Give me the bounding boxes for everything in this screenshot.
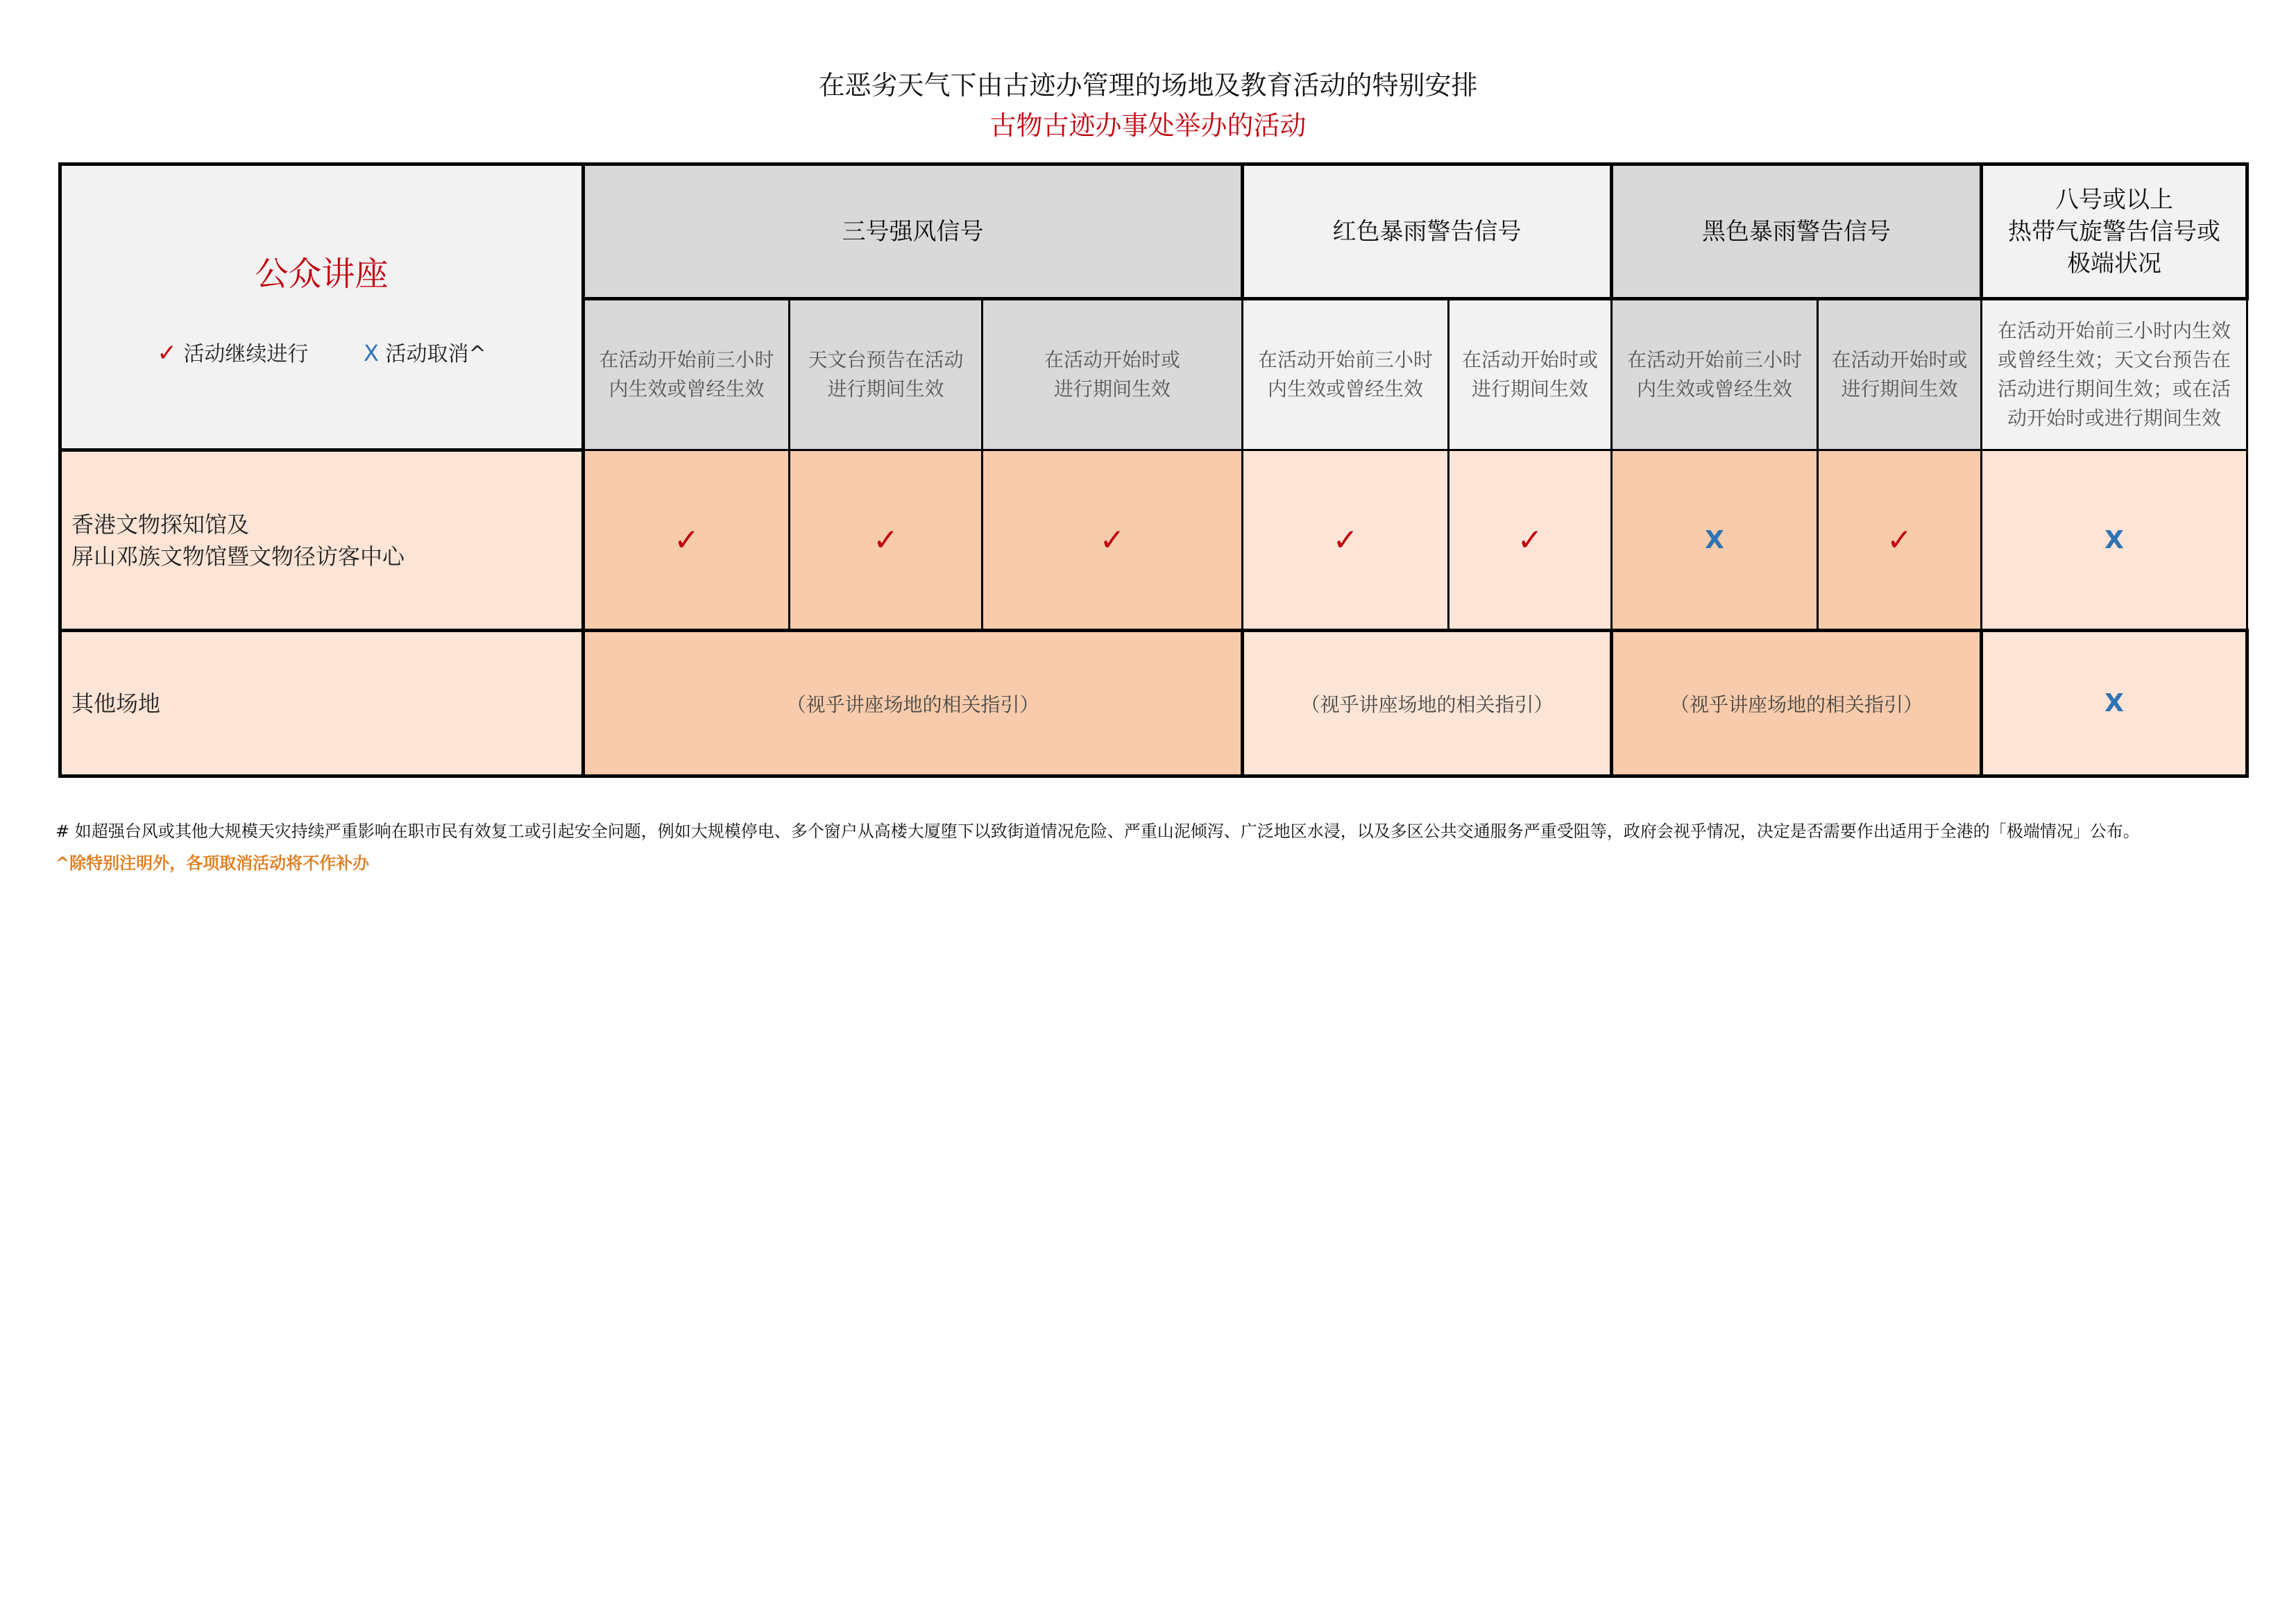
subheader-line: 在活动开始前三小时 xyxy=(1627,348,1803,371)
legend-continue-label: 活动继续进行 xyxy=(183,342,309,366)
check-icon: ✓ xyxy=(1449,450,1612,631)
subheader-line: 进行期间生效 xyxy=(1054,377,1171,400)
subheader-line: 在活动开始前三小时 xyxy=(1258,348,1434,371)
cross-icon: X xyxy=(1982,450,2247,631)
subheader-line: 活动进行期间生效；或在活 xyxy=(1998,377,2231,400)
check-icon: ✓ xyxy=(1818,450,1982,631)
table-row xyxy=(60,631,2247,776)
header-signal3: 三号强风信号 xyxy=(584,164,1243,299)
check-icon: ✓ xyxy=(1243,450,1449,631)
subheader-s3-forecast xyxy=(790,299,983,450)
row-label-line: 屏山邓族文物馆暨文物径访客中心 xyxy=(71,543,405,570)
subheader-line: 进行期间生效 xyxy=(1472,377,1589,400)
legend xyxy=(62,337,581,367)
check-icon: ✓ xyxy=(584,450,790,631)
header-black-rain: 黑色暴雨警告信号 xyxy=(1612,164,1982,299)
subheader-black-during xyxy=(1818,299,1982,450)
subheader-line: 在活动开始时或 xyxy=(1044,348,1181,371)
subheader-red-before xyxy=(1243,299,1449,450)
check-icon: ✓ xyxy=(790,450,983,631)
header-red-rain: 红色暴雨警告信号 xyxy=(1243,164,1612,299)
subheader-s3-during xyxy=(983,299,1243,450)
subheader-black-before xyxy=(1612,299,1818,450)
subheader-line: 进行期间生效 xyxy=(1841,377,1958,400)
cross-icon: X xyxy=(363,340,379,366)
header-signal8-line3: 极端状况 xyxy=(2067,249,2162,278)
row-label-line: 香港文物探知馆及 xyxy=(71,511,250,538)
header-signal8-line1: 八号或以上 xyxy=(2055,185,2174,214)
cross-icon: X xyxy=(1612,450,1818,631)
check-icon: ✓ xyxy=(983,450,1243,631)
page-title: 在恶劣天气下由古迹办管理的场地及教育活动的特别安排 xyxy=(818,70,1478,101)
subheader-line: 在活动开始时或 xyxy=(1462,348,1599,371)
subheader-line: 内生效或曾经生效 xyxy=(1268,377,1424,400)
subheader-line: 内生效或曾经生效 xyxy=(1637,377,1793,400)
subheader-line: 动开始时或进行期间生效 xyxy=(2007,407,2222,430)
subheader-line: 在活动开始前三小时内生效 xyxy=(1998,319,2231,342)
subheader-line: 进行期间生效 xyxy=(827,377,944,400)
check-icon: ✓ xyxy=(157,339,177,367)
venue-guideline-note: （视乎讲座场地的相关指引） xyxy=(1612,631,1982,776)
subheader-s8 xyxy=(1982,299,2247,450)
venue-guideline-note: （视乎讲座场地的相关指引） xyxy=(1243,631,1612,776)
header-signal8-line2: 热带气旋警告信号或 xyxy=(2008,217,2221,246)
subheader-s3-before xyxy=(584,299,790,450)
subheader-line: 或曾经生效；天文台预告在 xyxy=(1998,348,2231,371)
row-label-heritage-centres xyxy=(60,450,584,631)
table-row xyxy=(60,450,2247,631)
subheader-line: 在活动开始时或 xyxy=(1831,348,1968,371)
row-label-other-venues: 其他场地 xyxy=(60,631,584,776)
subheader-line: 天文台预告在活动 xyxy=(808,348,964,371)
subheader-red-during xyxy=(1449,299,1612,450)
subheader-line: 内生效或曾经生效 xyxy=(609,377,765,400)
header-signal8 xyxy=(1982,164,2247,299)
arrangement-table xyxy=(58,162,2249,778)
venue-guideline-note: （视乎讲座场地的相关指引） xyxy=(584,631,1243,776)
subheader-line: 在活动开始前三小时 xyxy=(599,348,774,371)
footnote-no-makeup: ^除特别注明外，各项取消活动将不作补办 xyxy=(56,853,370,873)
legend-cancel-label: 活动取消^ xyxy=(385,342,486,366)
cross-icon: X xyxy=(1982,631,2247,776)
footnote-extreme-conditions: # 如超强台风或其他大规模天灾持续严重影响在职市民有效复工或引起安全问题，例如大规模停电、多个窗户从高楼大厦堕下以致街道情况危险、严重山泥倾泻、广泛地区水浸，以及多区公共交通服务严重受阻等，政府会视乎情况，决定是否需要作出适用于全港的「极端情况」公布。 xyxy=(56,822,2140,841)
corner-cell xyxy=(60,164,584,450)
section-heading: 公众讲座 xyxy=(255,255,389,294)
page-subtitle: 古物古迹办事处举办的活动 xyxy=(989,110,1307,141)
